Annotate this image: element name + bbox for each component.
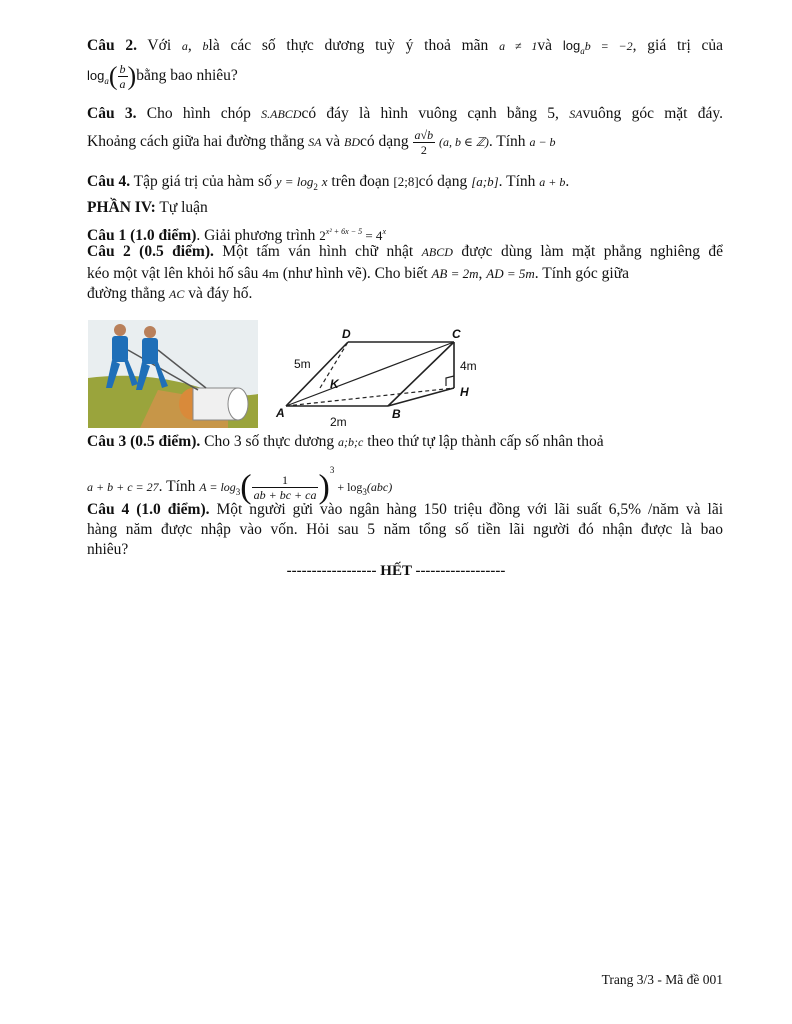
equation-rhs: = 4 [362, 228, 383, 244]
e2-line-3 [87, 284, 252, 304]
paren-left: ( [108, 61, 118, 91]
equation-exponent: x² + 6x − 5 [325, 227, 363, 236]
q2-line-1 [87, 36, 723, 61]
e2-text-7: và đáy hố. [188, 285, 253, 302]
log-base: 2 [313, 182, 318, 193]
e1-label: Câu 1 (1.0 điểm) [87, 227, 197, 245]
log-symbol: log [87, 68, 105, 84]
q3-line-2 [87, 128, 556, 157]
part-subtitle: Tự luận [155, 199, 208, 216]
paren-left: ( [240, 468, 252, 506]
q4-line [87, 172, 569, 197]
comma: , [187, 37, 192, 54]
page-footer: Trang 3/3 - Mã đề 001 [601, 972, 723, 987]
q3-label: Câu 3. [87, 105, 137, 122]
range-form: [a;b] [471, 174, 499, 189]
fraction-denominator: a [119, 77, 126, 91]
label-ad-length: 5m [294, 357, 311, 371]
expr-fraction [252, 473, 319, 502]
function: y = log [275, 174, 314, 189]
log-base: 3 [362, 487, 367, 498]
pyramid-name: S.ABCD [261, 107, 302, 121]
q3-text-3: vuông góc mặt đáy. [582, 105, 723, 122]
e3-label: Câu 3 (0.5 điểm). [87, 433, 201, 450]
e4-line-2 [87, 520, 723, 540]
distance-fraction [413, 128, 436, 157]
sum-condition: a + b + c = 27 [87, 480, 159, 494]
e4-line-1 [87, 500, 723, 520]
q3-text: Cho hình chóp [136, 105, 251, 122]
e4-label: Câu 4 (1.0 điểm). [87, 501, 210, 518]
q3-conj: và [325, 133, 341, 151]
interval: [2;8] [393, 174, 419, 189]
q3-text-4: Khoảng cách giữa hai đường thẳng [87, 133, 305, 151]
q2-text-3: , giá trị của [632, 37, 724, 54]
line-sa: SA [308, 135, 322, 150]
ab-length: AB = 2m [431, 266, 479, 281]
q3-ask: a − b [529, 135, 556, 150]
ad-length: AD = 5m [486, 266, 535, 281]
paren-right: ) [318, 468, 330, 506]
e4-text-2: hàng năm được nhập vào vốn. Hỏi sau 5 năm tổng số tiền lãi người đó nhận được là bao [87, 521, 723, 538]
fraction-numerator: 1 [252, 473, 319, 488]
pipe-opening [228, 388, 248, 420]
fraction-numerator: b [119, 62, 126, 76]
e2-line-2 [87, 264, 629, 284]
log-base: a [104, 76, 109, 87]
e3-line-1 [87, 432, 604, 452]
e3-text: Cho 3 số thực dương [200, 433, 335, 450]
q3-text-5: có dạng [360, 133, 409, 151]
fraction-denominator: 2 [420, 143, 427, 157]
e1-text: . Giải phương trình [196, 227, 316, 245]
q2-condition-1: a ≠ 1 [499, 39, 538, 53]
var-b: b [202, 39, 209, 53]
var-a: a [181, 39, 188, 53]
q4-text-2: trên đoạn [331, 173, 390, 190]
workers-illustration [88, 320, 258, 428]
q4-label: Câu 4. [87, 173, 131, 190]
e2-line-1 [87, 242, 723, 262]
label-d: D [342, 327, 351, 341]
fraction-numerator: a√b [414, 128, 434, 142]
label-ab-length: 2m [330, 415, 347, 429]
paren-right: ) [127, 61, 137, 91]
comma: , [478, 265, 483, 282]
end-marker: ------------------ HẾT ------------------ [286, 563, 506, 579]
e3-line-2 [87, 460, 393, 506]
label-k: K [330, 377, 339, 391]
q2-text: Với [136, 37, 182, 54]
q4-text-4: . Tính [498, 173, 536, 190]
q4-text-3: có dạng [418, 173, 468, 190]
q3-text-2: có đáy là hình vuông cạnh bằng 5, [301, 105, 559, 122]
var-abc: a;b;c [338, 435, 364, 449]
incline-diagram [270, 320, 485, 432]
log-argument: (abc) [366, 480, 393, 494]
equation-exponent-2: x [382, 227, 386, 236]
integer-condition: (a, b ∈ ℤ) [439, 135, 489, 150]
q2-label: Câu 2. [87, 37, 137, 54]
log-symbol: log [562, 38, 581, 53]
fraction [118, 62, 128, 91]
fraction-denominator: ab + bc + ca [253, 487, 317, 502]
part-heading: PHẦN IV: [87, 199, 156, 216]
edge-ad [286, 342, 348, 406]
e2-text-6: đường thẳng [87, 285, 166, 302]
log-base: 3 [235, 487, 241, 498]
label-b: B [392, 407, 401, 421]
var-x: x [321, 174, 328, 189]
q4-text: Tập giá trị của hàm số [130, 173, 272, 190]
e3-text-2: theo thứ tự lập thành cấp số nhân thoả [367, 433, 604, 450]
q2-condition-2: b = −2 [584, 39, 633, 53]
q3-line-1 [87, 104, 723, 124]
part4-heading [87, 198, 208, 218]
expr-a: A = log [199, 480, 236, 494]
period: . [565, 173, 570, 190]
pit-depth: 4m [262, 266, 279, 281]
e2-text-5: . Tính góc giữa [534, 265, 629, 282]
q2-line-2 [87, 62, 238, 91]
q2-text-2: là các số thực dương tuỳ ý thoả mãn [208, 37, 489, 54]
q4-ask: a + b [539, 175, 566, 189]
q2-conj: và [537, 37, 553, 54]
label-c: C [452, 327, 461, 341]
label-h: H [460, 385, 469, 399]
e4-text: Một người gửi vào ngân hàng 150 triệu đồng với lãi suất 6,5% /năm và lãi [209, 501, 724, 518]
e2-label: Câu 2 (0.5 điểm). [87, 243, 214, 260]
q2-text-4: bằng bao nhiêu? [136, 67, 238, 85]
rect-name: ABCD [421, 245, 453, 259]
line-sa: SA [569, 107, 583, 121]
expr-plus-log: + log [334, 480, 363, 494]
e2-text: Một tấm ván hình chữ nhật [213, 243, 414, 260]
e2-text-2: được dùng làm mặt phẳng nghiêng để [461, 243, 724, 260]
right-angle-mark [446, 376, 454, 386]
label-a: A [276, 406, 285, 420]
e2-text-3: kéo một vật lên khỏi hố sâu [87, 265, 259, 282]
label-ch-length: 4m [460, 359, 477, 373]
line-ac: AC [169, 287, 185, 301]
e4-text-3: nhiêu? [87, 541, 129, 558]
e3-text-3: . Tính [158, 478, 196, 495]
log-base: a [580, 46, 585, 57]
e4-line-3 [87, 540, 128, 560]
q3-text-6: . Tính [488, 133, 526, 151]
e2-text-4: (như hình vẽ). Cho biết [282, 265, 428, 282]
equation-base: 2 [319, 228, 326, 244]
line-bd: BD [344, 135, 361, 150]
exponent: 3 [329, 465, 335, 475]
